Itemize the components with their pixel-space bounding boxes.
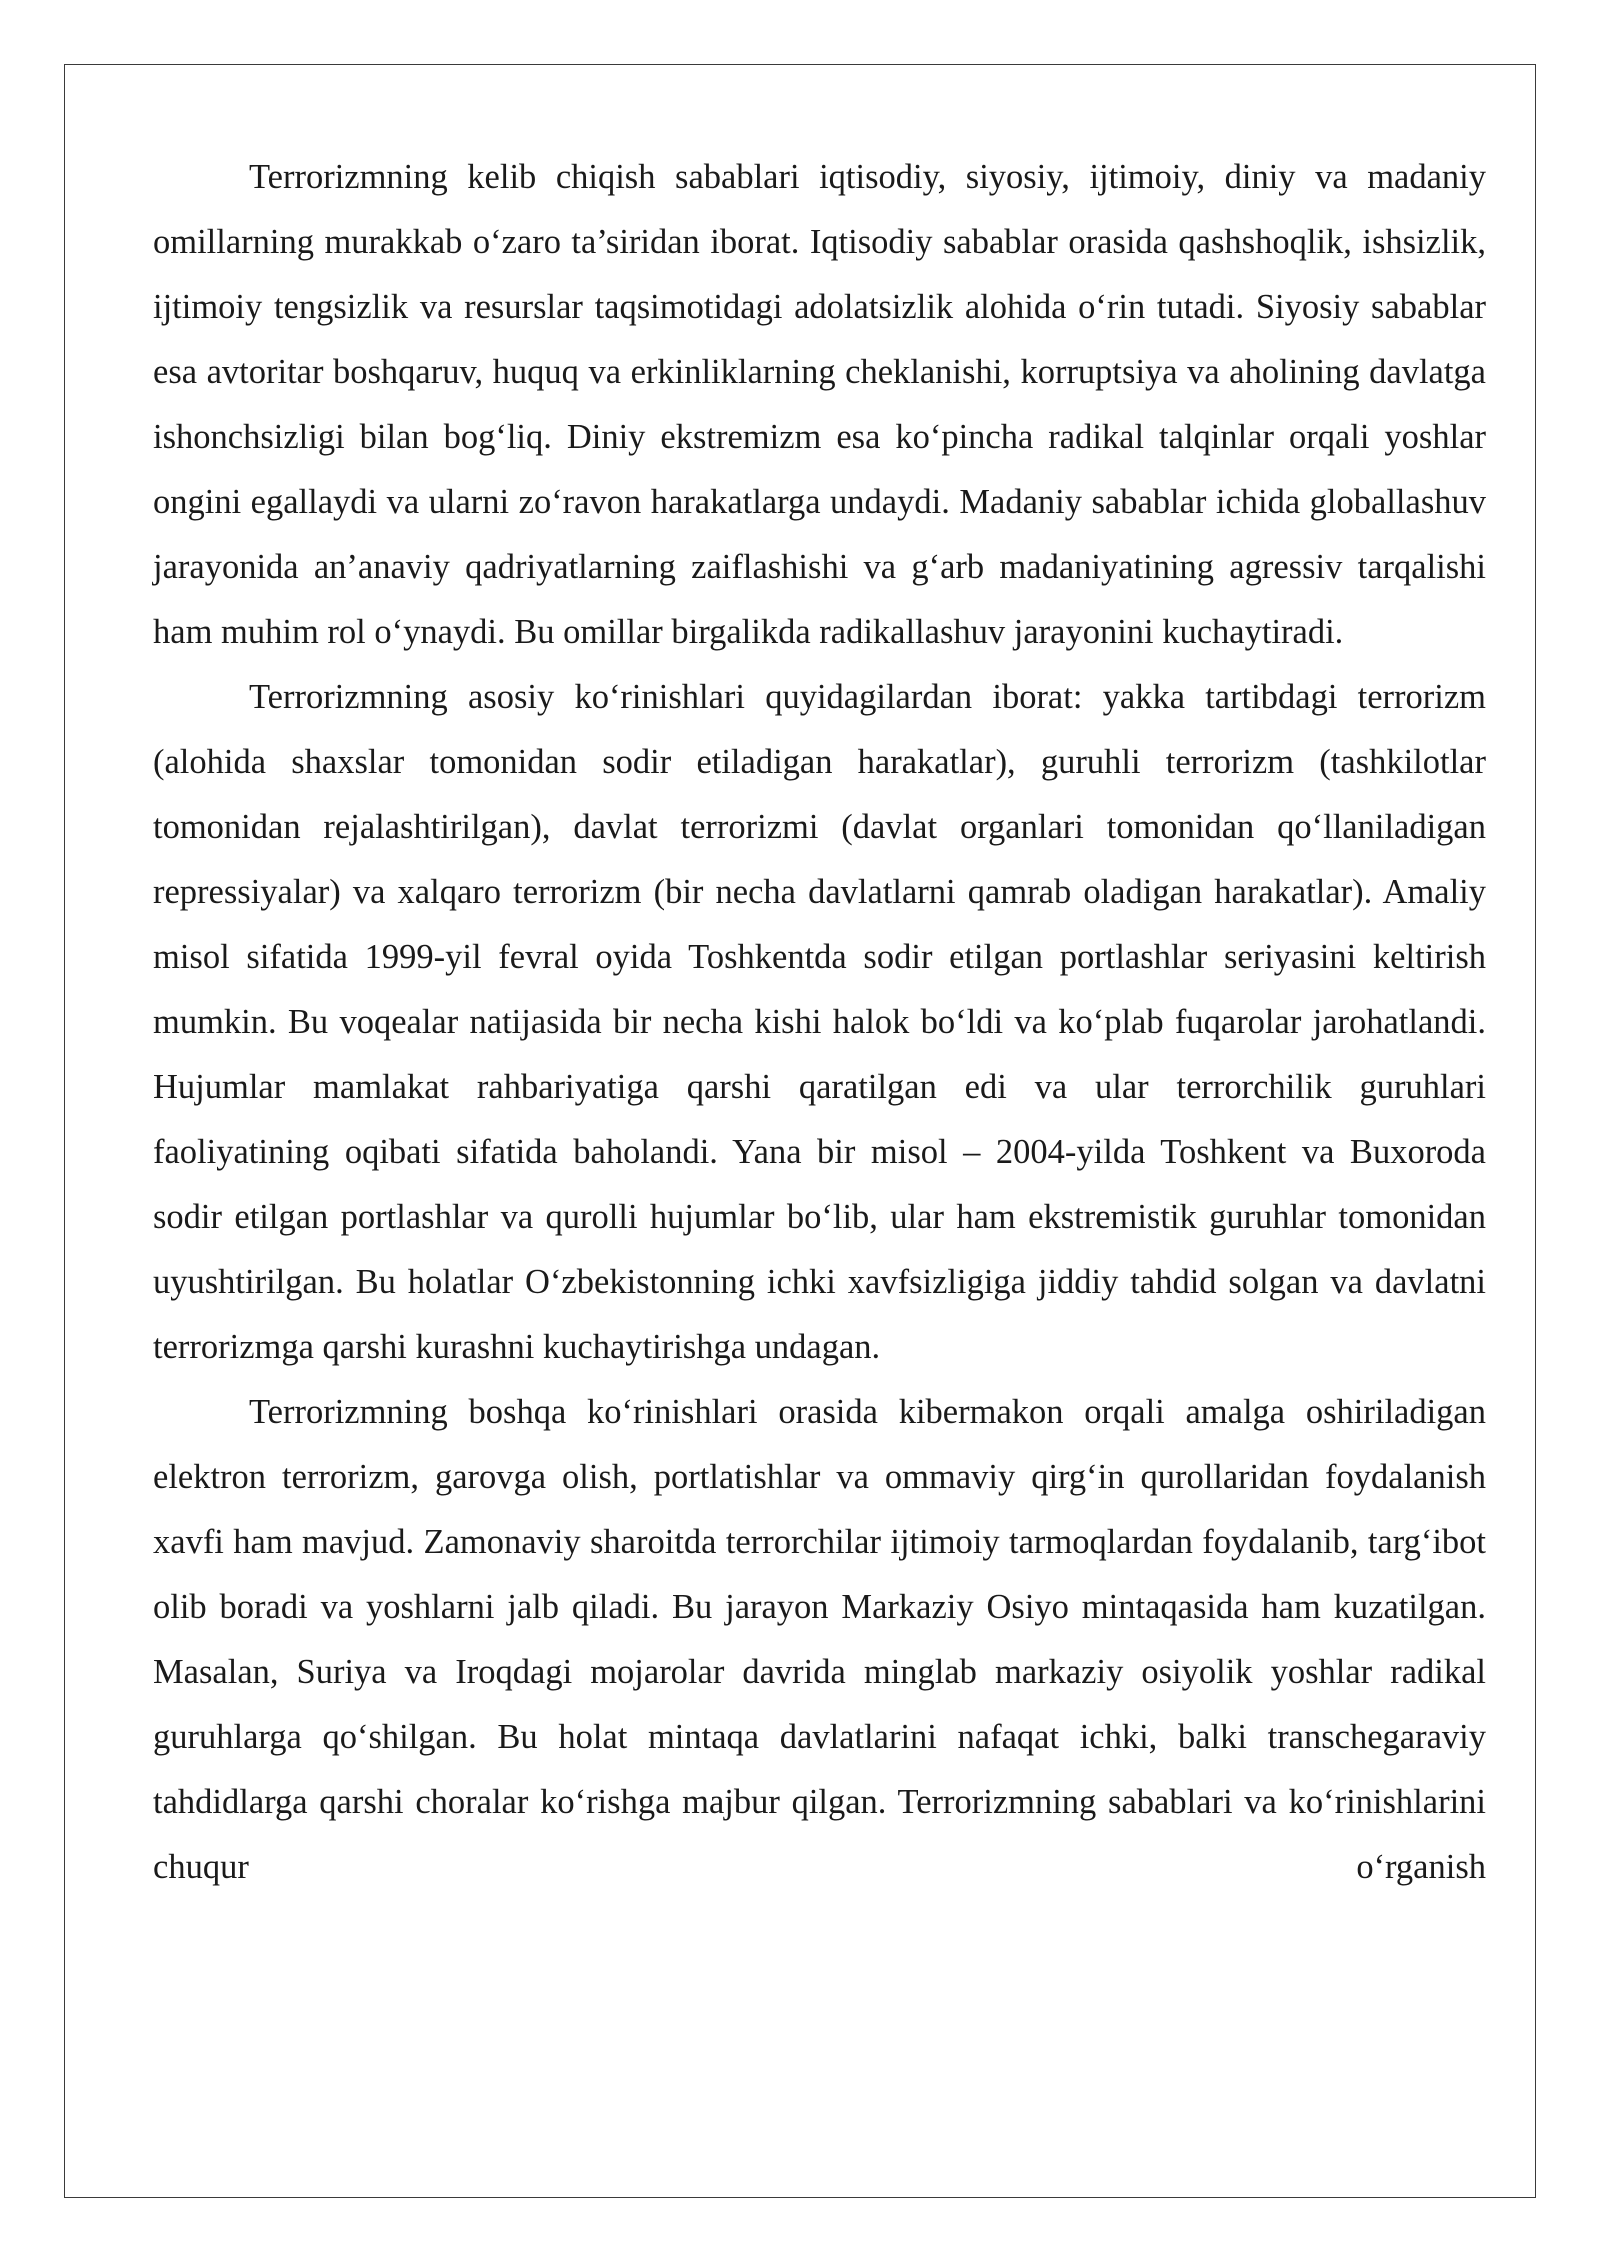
paragraph-causes: Terrorizmning kelib chiqish sabablari iqtisodiy, siyosiy, ijtimoiy, diniy va madaniy omillarning murakkab o‘zaro ta’siridan iborat. Iqtisodiy sabablar orasida qashshoqlik, ishsizlik, ijtimoiy tengsizlik va resurslar taqsimotidagi adolatsizlik alohida o‘rin tutadi. Siyosiy sabablar esa avtoritar boshqaruv, huquq va erkinliklarning cheklanishi, korruptsiya va aholining davlatga ishonchsizligi bilan bog‘liq. Diniy ekstremizm esa ko‘pincha radikal talqinlar orqali yoshlar ongini egallaydi va ularni zo‘ravon harakatlarga undaydi. Madaniy sabablar ichida globallashuv jarayonida an’anaviy qadriyatlarning zaiflashishi va g‘arb madaniyatining agressiv tarqalishi ham muhim rol o‘ynaydi. Bu omillar birgalikda radikallashuv jarayonini kuchaytiradi. xyxy=(153,158,1486,651)
document-body xyxy=(153,145,1486,1900)
paragraph-forms: Terrorizmning asosiy ko‘rinishlari quyidagilardan iborat: yakka tartibdagi terrorizm (alohida shaxslar tomonidan sodir etiladigan harakatlar), guruhli terrorizm (tashkilotlar tomonidan rejalashtirilgan), davlat terrorizmi (davlat organlari tomonidan qo‘llaniladigan repressiyalar) va xalqaro terrorizm (bir necha davlatlarni qamrab oladigan harakatlar). Amaliy misol sifatida 1999-yil fevral oyida Toshkentda sodir etilgan portlashlar seriyasini keltirish mumkin. Bu voqealar natijasida bir necha kishi halok bo‘ldi va ko‘plab fuqarolar jarohatlandi. Hujumlar mamlakat rahbariyatiga qarshi qaratilgan edi va ular terrorchilik guruhlari faoliyatining oqibati sifatida baholandi. Yana bir misol – 2004-yilda Toshkent va Buxoroda sodir etilgan portlashlar va qurolli hujumlar bo‘lib, ular ham ekstremistik guruhlar tomonidan uyushtirilgan. Bu holatlar O‘zbekistonning ichki xavfsizligiga jiddiy tahdid solgan va davlatni terrorizmga qarshi kurashni kuchaytirishga undagan. xyxy=(153,678,1486,1366)
paragraph-other-forms: Terrorizmning boshqa ko‘rinishlari orasida kibermakon orqali amalga oshiriladigan elektron terrorizm, garovga olish, portlatishlar va ommaviy qirg‘in qurollaridan foydalanish xavfi ham mavjud. Zamonaviy sharoitda terrorchilar ijtimoiy tarmoqlardan foydalanib, targ‘ibot olib boradi va yoshlarni jalb qiladi. Bu jarayon Markaziy Osiyo mintaqasida ham kuzatilgan. Masalan, Suriya va Iroqdagi mojarolar davrida minglab markaziy osiyolik yoshlar radikal guruhlarga qo‘shilgan. Bu holat mintaqa davlatlarini nafaqat ichki, balki transchegaraviy tahdidlarga qarshi choralar ko‘rishga majbur qilgan. Terrorizmning sabablari va ko‘rinishlarini chuqur o‘rganish xyxy=(153,1393,1486,1886)
